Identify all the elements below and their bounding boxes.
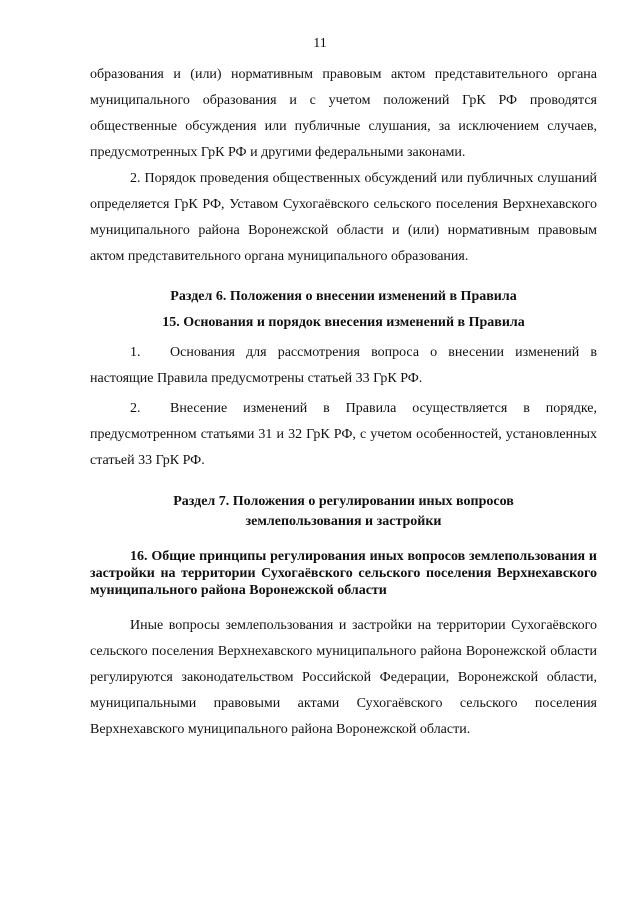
article-15-title: 15. Основания и порядок внесения изменений в Правила bbox=[162, 315, 525, 330]
article-15-item-2-text: Внесение изменений в Правила осуществляется в порядке, предусмотренном статьями 31 и 32 ГрК РФ, с учетом особенностей, установленных статьей 33 ГрК РФ. bbox=[90, 401, 597, 468]
page-number: 11 bbox=[313, 36, 327, 51]
article-15-item-2-number: 2. bbox=[130, 401, 141, 416]
section-6-title: Раздел 6. Положения о внесении изменений в Правила bbox=[170, 289, 517, 304]
article-15-item-2 bbox=[90, 396, 597, 474]
article-15-item-1-text: Основания для рассмотрения вопроса о внесении изменений в настоящие Правила предусмотрены статьей 33 ГрК РФ. bbox=[90, 345, 597, 386]
paragraph-continuation: образования и (или) нормативным правовым актом представительного органа муниципального образования и с учетом положений ГрК РФ проводятся общественные обсуждения или публичные слушания, за исключением случаев, предусмотренных ГрК РФ и другими федеральными законами. bbox=[90, 67, 597, 160]
paragraph-final: Иные вопросы землепользования и застройки на территории Сухогаёвского сельского поселения Верхнехавского муниципального района Воронежской области регулируются законодательством Российской Федерации, Воронежской области, муниципальными правовыми актами Сухогаёвского сельского поселения Верхнехавского муниципального района Воронежской области. bbox=[90, 618, 597, 737]
paragraph-2: 2. Порядок проведения общественных обсуждений или публичных слушаний определяется ГрК РФ, Уставом Сухогаёвского сельского поселения Верхнехавского муниципального района Воронежской области и (или) нормативным правовым актом представительного органа муниципального образования. bbox=[90, 171, 597, 264]
article-15-item-1-number: 1. bbox=[130, 345, 141, 360]
section-7-title-line-2: землепользования и застройки bbox=[245, 514, 442, 529]
page-content bbox=[90, 62, 597, 743]
section-7-title-line-1: Раздел 7. Положения о регулировании иных вопросов bbox=[173, 494, 514, 509]
article-15-item-1 bbox=[90, 340, 597, 392]
article-16-title: 16. Общие принципы регулирования иных вопросов землепользования и застройки на территории Сухогаёвского сельского поселения Верхнехавского муниципального района Воронежской области bbox=[90, 549, 597, 598]
